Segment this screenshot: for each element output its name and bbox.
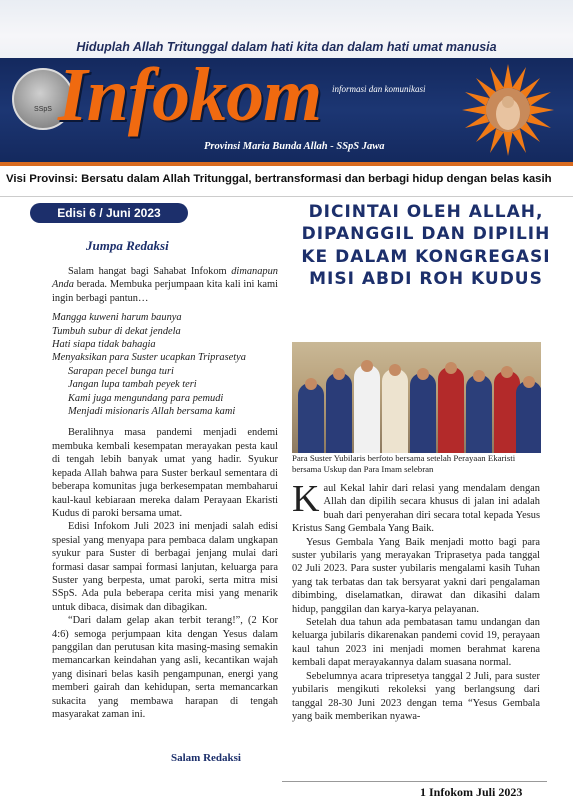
photo-figure	[354, 365, 380, 453]
poem-line: Kami juga mengundang para pemudi	[68, 392, 224, 404]
group-photo	[292, 342, 541, 453]
article-paragraph: Yesus Gembala Yang Baik menjadi motto bagi para suster yubilaris yang merayakan Triprasetya pada tanggal 02 Juli 2023. Para suster yubilaris mengalami kasih Tuhan yang tak terbatas dan tak bersyarat yakni dari pengalaman dibimbing, diselamatkan, dirawat dan dikasihi dalam hidup, panggilan dan karya-karya pelayanan.	[292, 536, 540, 615]
article-paragraph: Sebelumnya acara tripresetya tanggal 2 Juli, para suster yubilaris mengikuti rekoleksi yang berlangsung dari tanggal 28-30 Juni 2023 dengan tema “Yesus Gembala yang baik memberikan nyawa-	[292, 670, 540, 722]
seal-text: SSpS	[34, 106, 52, 113]
photo-figure	[298, 383, 324, 453]
vision-statement: Visi Provinsi: Bersatu dalam Allah Tritunggal, bertransformasi dan berbagi hidup dengan belas kasih	[6, 173, 552, 185]
editorial-title: Jumpa Redaksi	[86, 238, 169, 253]
sun-emblem-icon	[456, 60, 560, 160]
photo-face	[501, 366, 513, 378]
infokom-logo: Infokom	[58, 53, 322, 137]
poem-line: Sarapan pecel bunga turi	[68, 365, 174, 377]
editorial-column	[52, 265, 278, 721]
poem-line: Jangan lupa tambah peyek teri	[68, 379, 197, 391]
poem-line: Mangga kuweni harum baunya	[52, 312, 182, 324]
province-name: Provinsi Maria Bunda Allah - SSpS Jawa	[204, 141, 385, 152]
photo-figure	[516, 381, 541, 453]
photo-figure	[382, 369, 408, 453]
photo-face	[361, 360, 373, 372]
editorial-closing: Salam Redaksi	[171, 752, 241, 764]
article-column	[292, 478, 540, 723]
photo-face	[417, 368, 429, 380]
footer-divider	[282, 781, 547, 782]
photo-face	[523, 376, 535, 388]
logo-subtitle: informasi dan komunikasi	[332, 84, 426, 94]
photo-face	[473, 370, 485, 382]
editorial-paragraph: Edisi Infokom Juli 2023 ini menjadi salah edisi spesial yang menyapa para pembaca dalam ungkapan syukur para Suster di berbagai jenjang mulai dari formasi dasar sampai formasi lanjutan, keluarga para Suster yang berpesta, umat paroki, serta mitra misi SSpS. Ada pula beberapa cerita misi yang menarik untuk dibaca, disimak dan dibagikan.	[52, 521, 278, 613]
photo-caption: Para Suster Yubilaris berfoto bersama setelah Perayaan Ekaristi bersama Uskup dan Para Imam selebran	[292, 453, 516, 474]
photo-face	[389, 364, 401, 376]
article-paragraph: Setelah dua tahun ada pembatasan tamu undangan dan keluarga jubilaris dikarenakan pandemi covid 19, perayaan kaul tahun 2023 ini menjadi momen berahmat karena kembali dapat merayakannya dalam suasana normal.	[292, 617, 540, 669]
poem-line: Menjadi misionaris Allah bersama kami	[68, 406, 236, 418]
editorial-paragraph: “Dari dalam gelap akan terbit terang!”, (2 Kor 4:6) semoga perjumpaan kita dengan Yesus dalam panggilan dan perutusan kita masing-masing semakin memancarkan keindahan yang asli, kecantikan wajah yang disinari belas kasih pengampunan, energi yang memberi gairah dan kehidupan, serta memancarkan sukacita yang membawa harapan di tengah masyarakat zaman ini.	[52, 615, 278, 720]
edition-badge: Edisi 6 / Juni 2023	[30, 203, 188, 223]
photo-face	[445, 362, 457, 374]
tagline: Hiduplah Allah Tritunggal dalam hati kita dan dalam hati umat manusia	[76, 40, 497, 54]
photo-face	[305, 378, 317, 390]
photo-figure	[410, 373, 436, 453]
photo-figure	[438, 367, 464, 453]
photo-face	[333, 368, 345, 380]
poem-line: Tumbuh subur di dekat jendela	[52, 325, 181, 337]
pantun-poem	[52, 311, 278, 418]
editorial-paragraph: Beralihnya masa pandemi menjadi endemi membuka kembali kesempatan merayakan pesta kaul di tengah lebih banyak umat yang hadir. Syukur kepada Allah bahwa para Suster berkaul sementara di beberapa komunitas juga berkesempatan membaharui kaul-kaul kebiaraan mereka dalam Perayaan Ekaristi Kudus di paroki bersama umat.	[52, 427, 278, 519]
photo-figure	[466, 375, 492, 453]
article-paragraph: Kaul Kekal lahir dari relasi yang mendalam dengan Allah dan dipilih secara khusus di jalan ini adalah buah dari penyerahan diri secara total kepada Yesus Kristus Sang Gembala Yang Baik.	[292, 478, 540, 535]
poem-line: Hati siapa tidak bahagia	[52, 339, 156, 351]
photo-figure	[326, 373, 352, 453]
page-footer: 1 Infokom Juli 2023	[420, 785, 523, 799]
editorial-intro: Salam hangat bagi Sahabat Infokom dimanapun Anda berada. Membuka perjumpaan kita kali ini kami ingin berbagi pantun…	[52, 266, 278, 304]
drop-cap: K	[292, 478, 320, 520]
article-headline: DICINTAI OLEH ALLAH, DIPANGGIL DAN DIPILIH KE DALAM KONGREGASI MISI ABDI ROH KUDUS	[301, 202, 551, 290]
poem-line: Menyaksikan para Suster ucapkan Triprasetya	[52, 352, 246, 364]
